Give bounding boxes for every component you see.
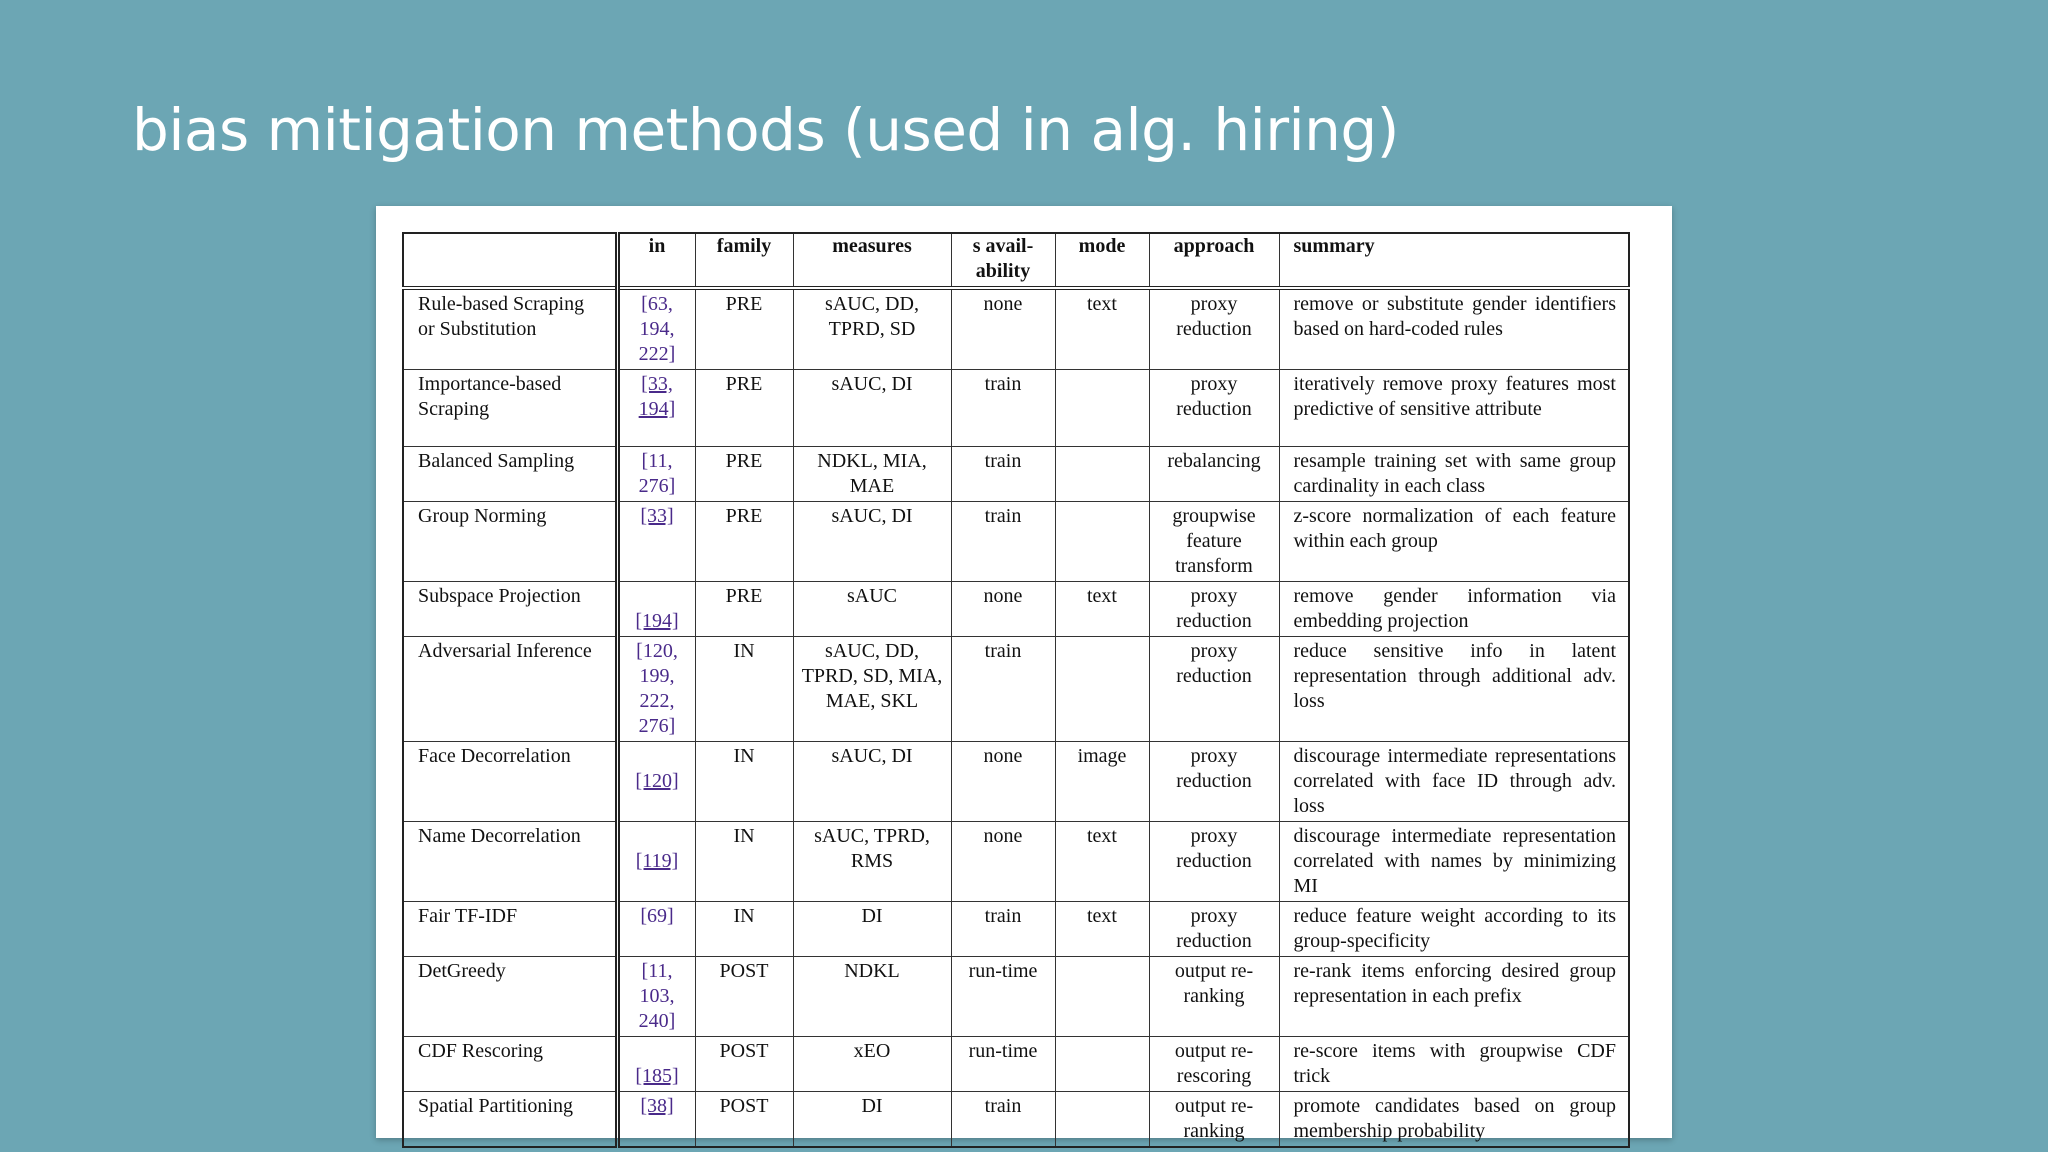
measures-cell: sAUC <box>793 582 951 637</box>
citation-link[interactable]: [33, 194] <box>617 370 695 447</box>
s-availability-cell: train <box>951 902 1055 957</box>
summary-cell: re-score items with groupwise CDF trick <box>1279 1037 1629 1092</box>
family-cell: POST <box>695 1092 793 1148</box>
mode-cell <box>1055 1092 1149 1148</box>
table-row <box>403 582 1629 637</box>
s-availability-cell: run-time <box>951 957 1055 1037</box>
header-s-availability: s avail-ability <box>951 233 1055 288</box>
family-cell: POST <box>695 1037 793 1092</box>
summary-cell: reduce sensitive info in latent representation through additional adv. loss <box>1279 637 1629 742</box>
table-row <box>403 1037 1629 1092</box>
measures-cell: sAUC, DD, TPRD, SD <box>793 288 951 370</box>
mode-cell <box>1055 637 1149 742</box>
s-availability-cell: train <box>951 637 1055 742</box>
summary-cell: promote candidates based on group membership probability <box>1279 1092 1629 1148</box>
approach-cell: proxy reduction <box>1149 822 1279 902</box>
table-row <box>403 742 1629 822</box>
table-row <box>403 288 1629 370</box>
mode-cell: text <box>1055 902 1149 957</box>
table-row <box>403 447 1629 502</box>
citation-link[interactable]: [11, 276] <box>617 447 695 502</box>
summary-cell: discourage intermediate representation correlated with names by minimizing MI <box>1279 822 1629 902</box>
family-cell: PRE <box>695 288 793 370</box>
mode-cell: image <box>1055 742 1149 822</box>
table-row <box>403 957 1629 1037</box>
header-mode: mode <box>1055 233 1149 288</box>
family-cell: PRE <box>695 582 793 637</box>
measures-cell: NDKL <box>793 957 951 1037</box>
summary-cell: discourage intermediate representations correlated with face ID through adv. loss <box>1279 742 1629 822</box>
table-image <box>376 206 1672 1142</box>
table-row <box>403 1092 1629 1148</box>
table-row <box>403 822 1629 902</box>
measures-cell: sAUC, TPRD, RMS <box>793 822 951 902</box>
mode-cell <box>1055 370 1149 447</box>
measures-cell: sAUC, DI <box>793 502 951 582</box>
summary-cell: re-rank items enforcing desired group representation in each prefix <box>1279 957 1629 1037</box>
citation-link[interactable]: [69] <box>617 902 695 957</box>
family-cell: IN <box>695 742 793 822</box>
method-name: DetGreedy <box>403 957 617 1037</box>
method-name: Importance-based Scraping <box>403 370 617 447</box>
family-cell: PRE <box>695 502 793 582</box>
citation-link[interactable]: [33] <box>617 502 695 582</box>
s-availability-cell: none <box>951 582 1055 637</box>
method-name: Name Decorrelation <box>403 822 617 902</box>
citation-link[interactable]: [63, 194, 222] <box>617 288 695 370</box>
citation-link[interactable]: [120, 199, 222, 276] <box>617 637 695 742</box>
family-cell: IN <box>695 822 793 902</box>
header-summary: summary <box>1279 233 1629 288</box>
measures-cell: sAUC, DD, TPRD, SD, MIA, MAE, SKL <box>793 637 951 742</box>
header-measures: measures <box>793 233 951 288</box>
citation-link[interactable]: [185] <box>617 1037 695 1092</box>
approach-cell: proxy reduction <box>1149 288 1279 370</box>
method-name: Fair TF-IDF <box>403 902 617 957</box>
mode-cell <box>1055 447 1149 502</box>
method-name: Face Decorrelation <box>403 742 617 822</box>
s-availability-cell: run-time <box>951 1037 1055 1092</box>
mode-cell <box>1055 957 1149 1037</box>
approach-cell: output re-rescoring <box>1149 1037 1279 1092</box>
summary-cell: iteratively remove proxy features most predictive of sensitive attribute <box>1279 370 1629 447</box>
slide-title: bias mitigation methods (used in alg. hiring) <box>132 96 1399 164</box>
method-name: Rule-based Scraping or Substitution <box>403 288 617 370</box>
approach-cell: output re-ranking <box>1149 1092 1279 1148</box>
method-name: CDF Rescoring <box>403 1037 617 1092</box>
summary-cell: z-score normalization of each feature within each group <box>1279 502 1629 582</box>
summary-cell: remove gender information via embedding projection <box>1279 582 1629 637</box>
family-cell: PRE <box>695 447 793 502</box>
table-row <box>403 902 1629 957</box>
citation-link[interactable]: [194] <box>617 582 695 637</box>
approach-cell: proxy reduction <box>1149 637 1279 742</box>
citation-link[interactable]: [38] <box>617 1092 695 1148</box>
family-cell: POST <box>695 957 793 1037</box>
family-cell: IN <box>695 902 793 957</box>
header-in: in <box>617 233 695 288</box>
header-family: family <box>695 233 793 288</box>
method-name: Balanced Sampling <box>403 447 617 502</box>
family-cell: PRE <box>695 370 793 447</box>
s-availability-cell: none <box>951 288 1055 370</box>
mode-cell: text <box>1055 822 1149 902</box>
s-availability-cell: train <box>951 1092 1055 1148</box>
table-row <box>403 502 1629 582</box>
method-name: Subspace Projection <box>403 582 617 637</box>
s-availability-cell: train <box>951 370 1055 447</box>
method-name: Adversarial Inference <box>403 637 617 742</box>
mode-cell <box>1055 502 1149 582</box>
header-approach: approach <box>1149 233 1279 288</box>
summary-cell: resample training set with same group cardinality in each class <box>1279 447 1629 502</box>
method-name: Spatial Partitioning <box>403 1092 617 1148</box>
method-name: Group Norming <box>403 502 617 582</box>
s-availability-cell: none <box>951 822 1055 902</box>
table-row <box>403 370 1629 447</box>
mitigation-methods-table <box>402 232 1630 1148</box>
s-availability-cell: train <box>951 502 1055 582</box>
approach-cell: groupwise feature transform <box>1149 502 1279 582</box>
family-cell: IN <box>695 637 793 742</box>
measures-cell: sAUC, DI <box>793 370 951 447</box>
header-method <box>403 233 617 288</box>
citation-link[interactable]: [119] <box>617 822 695 902</box>
citation-link[interactable]: [120] <box>617 742 695 822</box>
approach-cell: rebalancing <box>1149 447 1279 502</box>
approach-cell: proxy reduction <box>1149 582 1279 637</box>
s-availability-cell: none <box>951 742 1055 822</box>
measures-cell: NDKL, MIA, MAE <box>793 447 951 502</box>
mode-cell: text <box>1055 288 1149 370</box>
approach-cell: proxy reduction <box>1149 742 1279 822</box>
measures-cell: sAUC, DI <box>793 742 951 822</box>
table-row <box>403 637 1629 742</box>
s-availability-cell: train <box>951 447 1055 502</box>
approach-cell: proxy reduction <box>1149 902 1279 957</box>
measures-cell: DI <box>793 902 951 957</box>
table-header-row <box>403 233 1629 288</box>
mode-cell <box>1055 1037 1149 1092</box>
approach-cell: output re-ranking <box>1149 957 1279 1037</box>
measures-cell: DI <box>793 1092 951 1148</box>
mode-cell: text <box>1055 582 1149 637</box>
summary-cell: remove or substitute gender identifiers based on hard-coded rules <box>1279 288 1629 370</box>
measures-cell: xEO <box>793 1037 951 1092</box>
approach-cell: proxy reduction <box>1149 370 1279 447</box>
summary-cell: reduce feature weight according to its group-specificity <box>1279 902 1629 957</box>
citation-link[interactable]: [11, 103, 240] <box>617 957 695 1037</box>
